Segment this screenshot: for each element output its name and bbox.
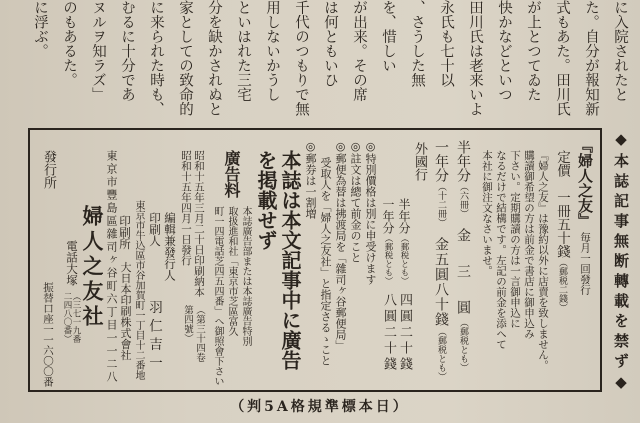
- editor-name: 羽仁吉一: [146, 300, 162, 374]
- order-note: ◎郵券は一割増: [304, 140, 317, 219]
- statement-line: 本誌は本文記事中に廣告: [278, 150, 302, 370]
- rate-half-year: [453, 140, 473, 372]
- printer-address: 東京市牛込區市谷加賀町一丁目十二番地: [133, 200, 144, 380]
- magazine-title: 『婦人之友』: [576, 138, 594, 228]
- body-column: 、さうした無: [409, 0, 425, 87]
- body-column: といはれた三宅: [235, 0, 251, 102]
- printing-office-name: 大日本印刷株式會社: [119, 261, 132, 361]
- phone-numbers: [62, 292, 80, 387]
- note-line: 下さい。定期購讀の方は一言御申込に: [509, 150, 521, 329]
- editor-label: 編輯兼發行人: [163, 212, 177, 281]
- phone-number: （三七一九番: [71, 292, 81, 343]
- rate-amount: 金 三 圓: [455, 228, 471, 318]
- advertising-line: 取扱進和社「東京市芝區富久: [226, 206, 237, 336]
- note-line: なるだけで結構です。左記の前金を添へて: [495, 150, 507, 350]
- body-column: た。自分が報知新: [583, 0, 599, 116]
- advertising-text: [210, 206, 252, 390]
- advertising-line: 本誌廣告部または本誌廣告特別: [240, 206, 251, 346]
- body-column: に入院されたと: [612, 0, 628, 102]
- body-column: が上とつてゐた: [525, 0, 541, 102]
- order-notes: [303, 140, 378, 390]
- order-note: ◎註文は總て前金のこと: [349, 140, 362, 263]
- price-column: [553, 150, 571, 312]
- body-column: 式もあた。田川氏: [554, 0, 570, 116]
- publication-dates: [179, 150, 205, 300]
- advertising-line: 町一四電話芝四五四番」へ御照會下さい: [212, 206, 223, 386]
- overseas-term: 半年分: [397, 198, 411, 234]
- printing-office-label: 印刷所: [118, 215, 132, 250]
- rate-count: （十二冊）: [436, 182, 446, 227]
- body-text-columns: [12, 0, 634, 120]
- statement-line: を掲載せず: [254, 150, 278, 250]
- no-ads-statement: [254, 150, 302, 380]
- publisher-name: 婦人之友社: [80, 205, 105, 330]
- print-date: 昭和十五年三月二十日印刷納本: [193, 150, 205, 297]
- overseas-amount: 八圓二十錢: [381, 293, 396, 373]
- price-text: 定價 一冊五十錢: [554, 150, 570, 258]
- body-column: に来られた時も、: [148, 0, 164, 116]
- body-column: が出来。その席: [351, 0, 367, 102]
- overseas-rate-full-year: [381, 198, 395, 373]
- issue-number: [181, 305, 205, 385]
- body-column: に浮ぶ。: [32, 0, 48, 58]
- order-note: ◎特別價格は別に申受けます: [364, 140, 377, 285]
- subscription-note: [480, 150, 550, 390]
- publisher-address: 東京市豐島區雜司ヶ谷町六丁目一一二八: [105, 150, 118, 384]
- body-column: むるに十分であ: [119, 0, 135, 102]
- order-note: ◎郵便為替は拂渡局を「雜司ヶ谷郵便局」: [334, 140, 347, 351]
- body-column: は何ともいひ: [322, 0, 338, 87]
- transfer-account: 振替口座一一六〇〇番: [42, 282, 54, 387]
- body-column: 永氏も七十以: [438, 0, 454, 87]
- body-column: 分を缺かされぬと: [206, 0, 222, 116]
- rate-amount: 金五圓八十錢: [433, 237, 449, 327]
- overseas-postage: （郵税とも）: [399, 234, 409, 285]
- rate-term: 一年分: [433, 140, 449, 182]
- overseas-postage: （郵税とも）: [383, 234, 393, 285]
- body-column: 快かなどといつ: [496, 0, 512, 102]
- format-note: （日本標準規格A5判）: [230, 399, 410, 415]
- publisher-label: 發行所: [41, 150, 56, 189]
- body-column: ヌルヲ知ラズ」: [90, 0, 106, 102]
- phone-label: 電話大塚: [65, 240, 79, 286]
- note-line: 『婦人之友』は豫約以外に店賣を致しません。: [537, 150, 549, 371]
- body-column: 田川氏は老来いよ: [467, 0, 483, 116]
- note-line: 購讀御希望の方は前金で書店に御申込み: [523, 150, 535, 339]
- colophon-box: [28, 128, 602, 392]
- price-postage: （郵税二錢）: [557, 258, 567, 312]
- note-line: 本社に御注文なさいませ。: [481, 150, 493, 276]
- rate-postage: （郵税とも）: [436, 327, 446, 381]
- body-column: 家としての致命的: [177, 0, 193, 116]
- order-note: 受取人を「婦人之友社」と指定さるゝこと: [319, 156, 332, 366]
- body-column: 千代のつもりで無: [293, 0, 309, 116]
- body-column: のもあるた。: [61, 0, 77, 87]
- body-column: 用しないかうし: [264, 0, 280, 102]
- rate-postage: （郵税とも）: [458, 318, 468, 372]
- body-column: を、惜しい: [380, 0, 396, 73]
- publication-frequency: 毎月一回發行: [579, 232, 591, 295]
- overseas-term: 一年分: [381, 198, 395, 234]
- rate-count: （六冊）: [458, 182, 468, 218]
- advertising-label: 廣告料: [222, 150, 241, 198]
- printing-office: [118, 215, 132, 361]
- reprint-prohibited-notice: ◆本誌記事無断轉載を禁ず◆: [612, 130, 630, 396]
- issue-line: （第三十四卷: [194, 305, 205, 362]
- issue-date: 昭和十五年四月一日發行: [180, 150, 192, 266]
- rate-full-year: [431, 140, 451, 381]
- overseas-label: 外國行: [412, 142, 427, 181]
- issue-line: 第四號）: [182, 305, 193, 343]
- printer-person-label: 印刷人: [148, 212, 162, 247]
- phone-number: 二四八〇番）: [62, 292, 72, 343]
- magazine-title-column: [576, 138, 594, 295]
- overseas-amount: 四圓二十錢: [397, 293, 412, 373]
- overseas-rate-half-year: [397, 198, 411, 373]
- rate-term: 半年分: [455, 140, 471, 182]
